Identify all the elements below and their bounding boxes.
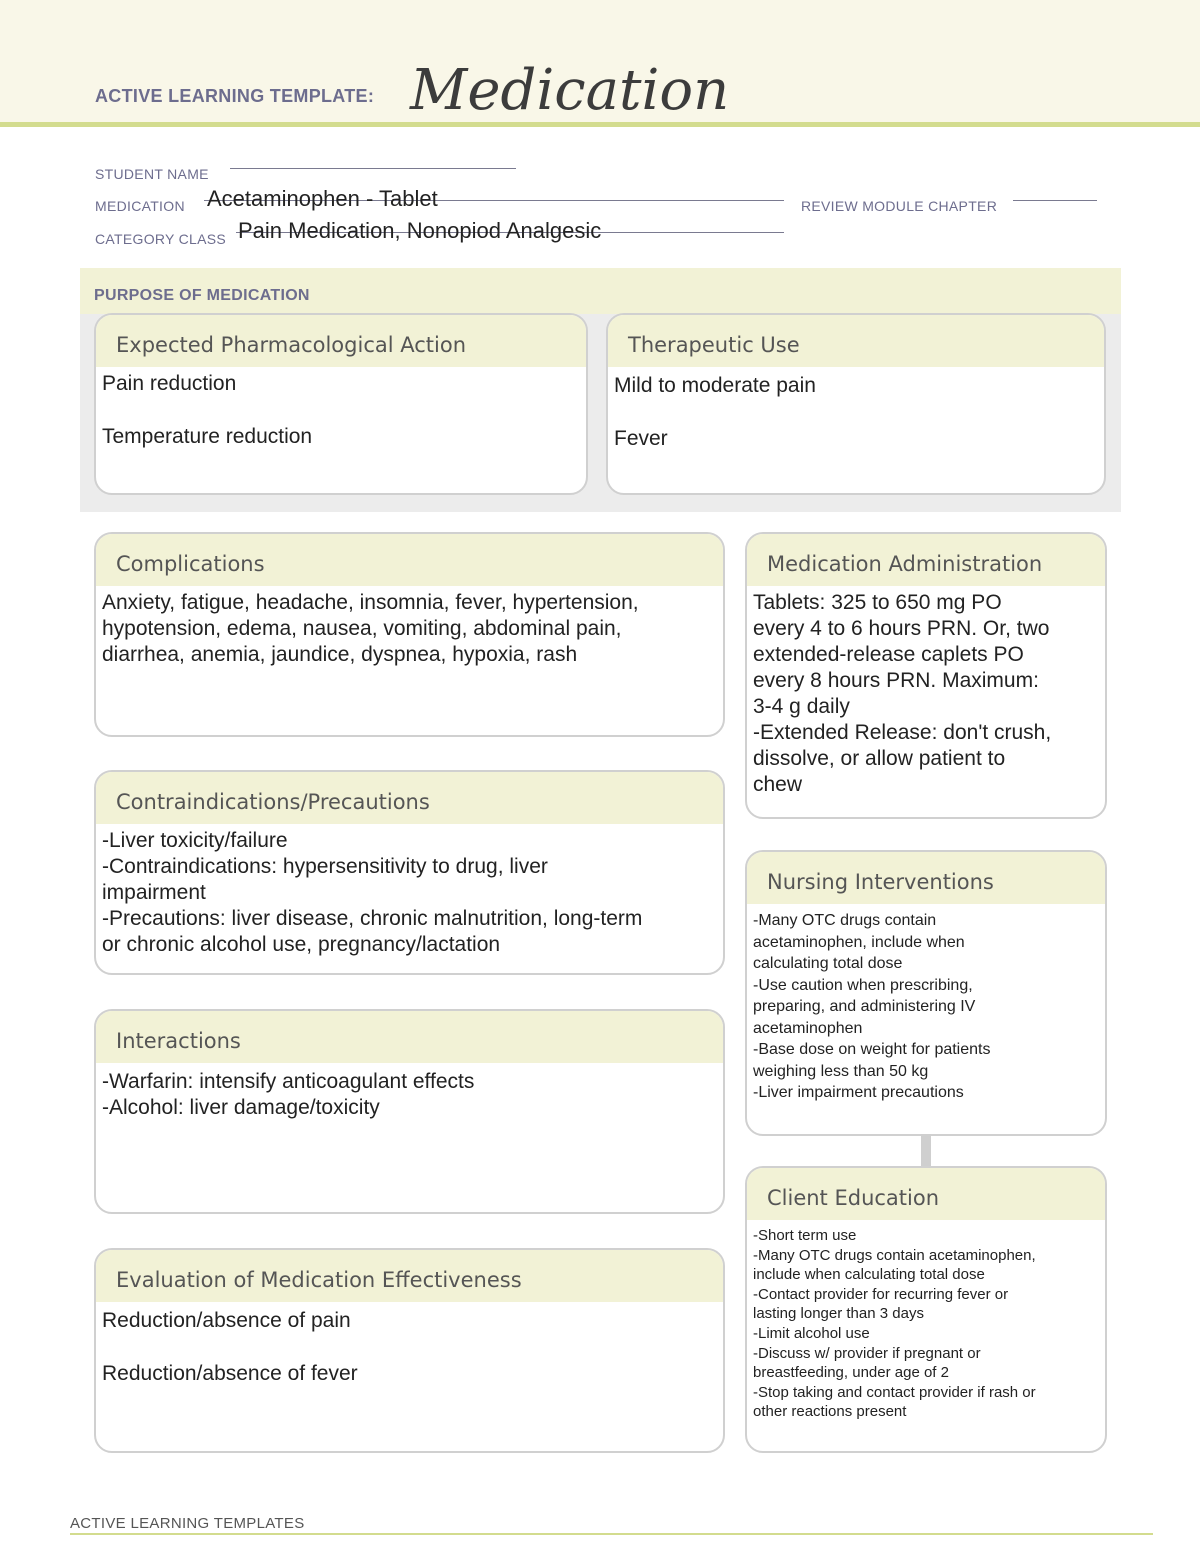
administration-content bbox=[747, 586, 1105, 798]
purpose-title-bar bbox=[80, 268, 1121, 314]
content-line: -Contraindications: hypersensitivity to drug, liver bbox=[102, 855, 548, 878]
content-line: every 8 hours PRN. Maximum: bbox=[753, 669, 1039, 692]
evaluation-header bbox=[96, 1250, 723, 1302]
category-class-value: Pain Medication, Nonopiod Analgesic bbox=[238, 218, 602, 243]
content-line: or chronic alcohol use, pregnancy/lactation bbox=[102, 933, 501, 956]
contraindications-box[interactable] bbox=[94, 770, 725, 975]
content-line: lasting longer than 3 days bbox=[753, 1305, 924, 1323]
evaluation-title: Evaluation of Medication Effectiveness bbox=[116, 1268, 522, 1292]
complications-content bbox=[96, 586, 723, 668]
contraindications-content bbox=[96, 824, 723, 958]
content-line: weighing less than 50 kg bbox=[753, 1062, 929, 1080]
content-line: Anxiety, fatigue, headache, insomnia, fever, hypertension, bbox=[102, 591, 639, 614]
interactions-header bbox=[96, 1011, 723, 1063]
content-line: -Liver impairment precautions bbox=[753, 1084, 964, 1101]
nursing-box[interactable] bbox=[745, 850, 1107, 1136]
content-line: Temperature reduction bbox=[102, 425, 313, 448]
content-line: -Extended Release: don't crush, bbox=[753, 721, 1052, 744]
connector-bar bbox=[921, 1134, 931, 1166]
content-line: 3-4 g daily bbox=[753, 695, 850, 718]
content-line: -Stop taking and contact provider if rash or bbox=[753, 1383, 1036, 1401]
administration-header bbox=[747, 534, 1105, 586]
footer-text: ACTIVE LEARNING TEMPLATES bbox=[70, 1515, 305, 1532]
contraindications-header bbox=[96, 772, 723, 824]
nursing-content bbox=[747, 904, 1105, 1104]
content-line: -Many OTC drugs contain acetaminophen, bbox=[753, 1246, 1036, 1264]
content-line: calculating total dose bbox=[753, 955, 903, 972]
content-line: impairment bbox=[102, 881, 206, 904]
review-module-label: REVIEW MODULE CHAPTER bbox=[801, 198, 998, 214]
content-line: -Warfarin: intensify anticoagulant effects bbox=[102, 1070, 475, 1093]
expected-action-content bbox=[96, 367, 586, 450]
content-line: -Contact provider for recurring fever or bbox=[753, 1285, 1009, 1303]
complications-header bbox=[96, 534, 723, 586]
therapeutic-use-content bbox=[608, 367, 1104, 452]
student-name-label: STUDENT NAME bbox=[95, 166, 209, 182]
content-line: -Liver toxicity/failure bbox=[102, 829, 288, 852]
content-line: Fever bbox=[614, 427, 668, 450]
review-module-field[interactable] bbox=[1013, 200, 1097, 201]
content-line: other reactions present bbox=[753, 1403, 907, 1421]
content-line: hypotension, edema, nausea, vomiting, abdominal pain, bbox=[102, 617, 622, 640]
content-line: Pain reduction bbox=[102, 372, 237, 395]
template-label: ACTIVE LEARNING TEMPLATE: bbox=[95, 86, 375, 106]
evaluation-box[interactable] bbox=[94, 1248, 725, 1453]
content-line: extended-release caplets PO bbox=[753, 643, 1024, 666]
interactions-box[interactable] bbox=[94, 1009, 725, 1214]
therapeutic-use-header bbox=[608, 315, 1104, 367]
content-line: Reduction/absence of fever bbox=[102, 1362, 358, 1385]
content-line: chew bbox=[753, 773, 803, 796]
education-title: Client Education bbox=[767, 1186, 940, 1210]
content-line: diarrhea, anemia, jaundice, dyspnea, hypoxia, rash bbox=[102, 643, 578, 666]
expected-action-box[interactable] bbox=[94, 313, 588, 495]
content-line: -Base dose on weight for patients bbox=[753, 1041, 991, 1058]
footer-divider bbox=[70, 1533, 1153, 1535]
education-box[interactable] bbox=[745, 1166, 1107, 1453]
evaluation-content bbox=[96, 1302, 723, 1387]
medication-label: MEDICATION bbox=[95, 198, 185, 214]
administration-title: Medication Administration bbox=[767, 552, 1043, 576]
contraindications-title: Contraindications/Precautions bbox=[116, 790, 430, 814]
interactions-content bbox=[96, 1063, 723, 1121]
expected-action-header bbox=[96, 315, 586, 367]
content-line: preparing, and administering IV bbox=[753, 998, 976, 1015]
medication-value: Acetaminophen - Tablet bbox=[207, 186, 438, 211]
content-line: Tablets: 325 to 650 mg PO bbox=[753, 591, 1002, 614]
student-name-field[interactable] bbox=[230, 168, 516, 169]
nursing-title: Nursing Interventions bbox=[767, 870, 994, 894]
therapeutic-use-box[interactable] bbox=[606, 313, 1106, 495]
therapeutic-use-title: Therapeutic Use bbox=[628, 333, 800, 357]
content-line: every 4 to 6 hours PRN. Or, two bbox=[753, 617, 1050, 640]
content-line: Mild to moderate pain bbox=[614, 374, 816, 397]
content-line: -Short term use bbox=[753, 1227, 857, 1244]
complications-title: Complications bbox=[116, 552, 265, 576]
administration-box[interactable] bbox=[745, 532, 1107, 819]
nursing-header bbox=[747, 852, 1105, 904]
purpose-title: PURPOSE OF MEDICATION bbox=[94, 287, 310, 304]
content-line: acetaminophen, include when bbox=[753, 933, 965, 951]
content-line: -Precautions: liver disease, chronic malnutrition, long-term bbox=[102, 907, 643, 930]
interactions-title: Interactions bbox=[116, 1029, 241, 1053]
education-content bbox=[747, 1220, 1105, 1422]
content-line: -Discuss w/ provider if pregnant or bbox=[753, 1344, 981, 1362]
content-line: acetaminophen bbox=[753, 1019, 863, 1037]
content-line: Reduction/absence of pain bbox=[102, 1309, 351, 1332]
template-title: Medication bbox=[410, 58, 730, 123]
expected-action-title: Expected Pharmacological Action bbox=[116, 333, 467, 357]
content-line: -Use caution when prescribing, bbox=[753, 976, 973, 994]
complications-box[interactable] bbox=[94, 532, 725, 737]
content-line: -Limit alcohol use bbox=[753, 1324, 870, 1342]
content-line: include when calculating total dose bbox=[753, 1266, 985, 1284]
education-header bbox=[747, 1168, 1105, 1220]
content-line: -Many OTC drugs contain bbox=[753, 912, 937, 929]
content-line: -Alcohol: liver damage/toxicity bbox=[102, 1096, 380, 1119]
category-class-label: CATEGORY CLASS bbox=[95, 231, 227, 247]
content-line: dissolve, or allow patient to bbox=[753, 747, 1006, 770]
content-line: breastfeeding, under age of 2 bbox=[753, 1364, 949, 1382]
